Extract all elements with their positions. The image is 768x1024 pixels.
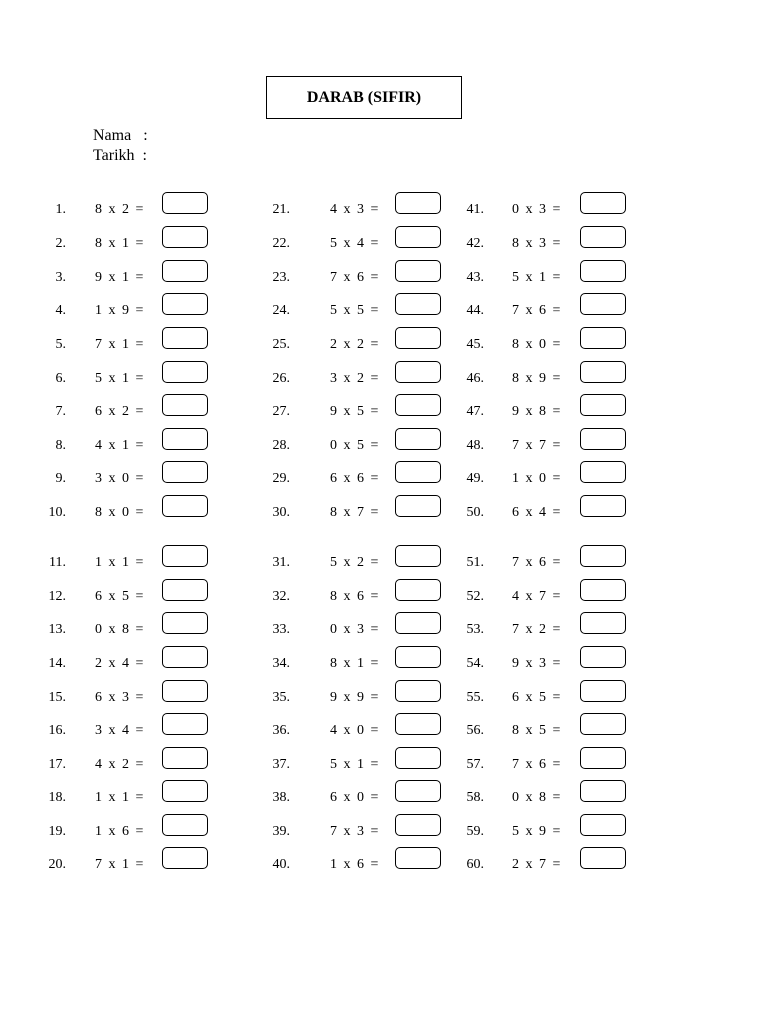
- multiplication-question: 6 x 2 =: [95, 404, 144, 419]
- question-number: 57.: [466, 757, 484, 772]
- multiplication-question: 0 x 8 =: [95, 622, 144, 637]
- multiplication-question: 9 x 3 =: [512, 656, 561, 671]
- multiplication-question: 5 x 4 =: [330, 236, 379, 251]
- question-number: 11.: [49, 555, 66, 570]
- question-number: 47.: [466, 404, 484, 419]
- multiplication-question: 6 x 5 =: [512, 690, 561, 705]
- multiplication-question: 1 x 6 =: [330, 857, 379, 872]
- question-number: 28.: [272, 438, 290, 453]
- multiplication-question: 2 x 2 =: [330, 337, 379, 352]
- answer-box[interactable]: [162, 713, 208, 735]
- multiplication-question: 6 x 5 =: [95, 589, 144, 604]
- answer-box[interactable]: [580, 192, 626, 214]
- answer-box[interactable]: [162, 327, 208, 349]
- multiplication-question: 2 x 7 =: [512, 857, 561, 872]
- multiplication-question: 6 x 4 =: [512, 505, 561, 520]
- answer-box[interactable]: [162, 646, 208, 668]
- answer-box[interactable]: [580, 394, 626, 416]
- answer-box[interactable]: [162, 780, 208, 802]
- multiplication-question: 0 x 3 =: [330, 622, 379, 637]
- question-number: 25.: [272, 337, 290, 352]
- question-number: 41.: [466, 202, 484, 217]
- question-number: 26.: [272, 371, 290, 386]
- multiplication-question: 7 x 1 =: [95, 337, 144, 352]
- multiplication-question: 3 x 0 =: [95, 471, 144, 486]
- answer-box[interactable]: [162, 226, 208, 248]
- answer-box[interactable]: [162, 461, 208, 483]
- answer-box[interactable]: [580, 646, 626, 668]
- multiplication-question: 1 x 9 =: [95, 303, 144, 318]
- multiplication-question: 9 x 5 =: [330, 404, 379, 419]
- multiplication-question: 7 x 6 =: [512, 303, 561, 318]
- question-number: 9.: [55, 471, 66, 486]
- multiplication-question: 0 x 8 =: [512, 790, 561, 805]
- multiplication-question: 6 x 3 =: [95, 690, 144, 705]
- question-number: 1.: [55, 202, 66, 217]
- multiplication-question: 7 x 3 =: [330, 824, 379, 839]
- answer-box[interactable]: [162, 428, 208, 450]
- multiplication-question: 7 x 7 =: [512, 438, 561, 453]
- answer-box[interactable]: [580, 747, 626, 769]
- question-number: 13.: [48, 622, 66, 637]
- question-number: 54.: [466, 656, 484, 671]
- question-number: 56.: [466, 723, 484, 738]
- multiplication-question: 4 x 1 =: [95, 438, 144, 453]
- answer-box[interactable]: [162, 293, 208, 315]
- multiplication-question: 1 x 1 =: [95, 555, 144, 570]
- multiplication-question: 6 x 0 =: [330, 790, 379, 805]
- multiplication-question: 5 x 1 =: [95, 371, 144, 386]
- multiplication-question: 5 x 9 =: [512, 824, 561, 839]
- multiplication-question: 6 x 6 =: [330, 471, 379, 486]
- question-number: 44.: [466, 303, 484, 318]
- question-number: 6.: [55, 371, 66, 386]
- answer-box[interactable]: [580, 713, 626, 735]
- answer-box[interactable]: [162, 680, 208, 702]
- multiplication-question: 5 x 2 =: [330, 555, 379, 570]
- question-number: 40.: [272, 857, 290, 872]
- multiplication-question: 8 x 2 =: [95, 202, 144, 217]
- name-label: Nama :: [93, 127, 148, 144]
- multiplication-question: 7 x 6 =: [512, 757, 561, 772]
- question-number: 46.: [466, 371, 484, 386]
- question-number: 24.: [272, 303, 290, 318]
- multiplication-question: 7 x 6 =: [330, 270, 379, 285]
- multiplication-question: 8 x 3 =: [512, 236, 561, 251]
- answer-box[interactable]: [580, 847, 626, 869]
- question-number: 12.: [48, 589, 66, 604]
- multiplication-question: 8 x 1 =: [95, 236, 144, 251]
- question-number: 7.: [55, 404, 66, 419]
- question-number: 16.: [48, 723, 66, 738]
- multiplication-question: 4 x 3 =: [330, 202, 379, 217]
- answer-box[interactable]: [162, 612, 208, 634]
- multiplication-question: 7 x 6 =: [512, 555, 561, 570]
- multiplication-question: 7 x 1 =: [95, 857, 144, 872]
- answer-box[interactable]: [162, 394, 208, 416]
- multiplication-question: 5 x 5 =: [330, 303, 379, 318]
- question-number: 45.: [466, 337, 484, 352]
- question-number: 58.: [466, 790, 484, 805]
- date-label: Tarikh :: [93, 147, 147, 164]
- multiplication-question: 1 x 6 =: [95, 824, 144, 839]
- answer-box[interactable]: [162, 260, 208, 282]
- question-number: 27.: [272, 404, 290, 419]
- multiplication-question: 0 x 3 =: [512, 202, 561, 217]
- multiplication-question: 2 x 4 =: [95, 656, 144, 671]
- multiplication-question: 8 x 9 =: [512, 371, 561, 386]
- question-number: 10.: [48, 505, 66, 520]
- question-number: 19.: [48, 824, 66, 839]
- question-number: 39.: [272, 824, 290, 839]
- question-number: 8.: [55, 438, 66, 453]
- question-number: 48.: [466, 438, 484, 453]
- multiplication-question: 8 x 1 =: [330, 656, 379, 671]
- question-number: 36.: [272, 723, 290, 738]
- multiplication-question: 9 x 9 =: [330, 690, 379, 705]
- question-number: 32.: [272, 589, 290, 604]
- question-number: 38.: [272, 790, 290, 805]
- question-number: 20.: [48, 857, 66, 872]
- question-number: 49.: [466, 471, 484, 486]
- answer-box[interactable]: [162, 814, 208, 836]
- answer-box[interactable]: [580, 327, 626, 349]
- question-number: 59.: [466, 824, 484, 839]
- answer-box[interactable]: [580, 428, 626, 450]
- question-number: 17.: [48, 757, 66, 772]
- question-number: 34.: [272, 656, 290, 671]
- question-number: 33.: [272, 622, 290, 637]
- answer-box[interactable]: [162, 747, 208, 769]
- multiplication-question: 5 x 1 =: [330, 757, 379, 772]
- multiplication-question: 3 x 2 =: [330, 371, 379, 386]
- answer-box[interactable]: [162, 847, 208, 869]
- answer-box[interactable]: [162, 579, 208, 601]
- question-number: 15.: [48, 690, 66, 705]
- multiplication-question: 9 x 8 =: [512, 404, 561, 419]
- question-number: 55.: [466, 690, 484, 705]
- answer-box[interactable]: [162, 361, 208, 383]
- question-number: 5.: [55, 337, 66, 352]
- question-number: 31.: [272, 555, 290, 570]
- multiplication-question: 0 x 5 =: [330, 438, 379, 453]
- question-number: 60.: [466, 857, 484, 872]
- multiplication-question: 4 x 7 =: [512, 589, 561, 604]
- answer-box[interactable]: [580, 814, 626, 836]
- multiplication-question: 8 x 5 =: [512, 723, 561, 738]
- answer-box[interactable]: [580, 461, 626, 483]
- multiplication-question: 8 x 7 =: [330, 505, 379, 520]
- question-number: 4.: [55, 303, 66, 318]
- answer-box[interactable]: [580, 495, 626, 517]
- question-number: 14.: [48, 656, 66, 671]
- question-number: 43.: [466, 270, 484, 285]
- answer-box[interactable]: [580, 226, 626, 248]
- worksheet-title: DARAB (SIFIR): [266, 76, 462, 119]
- multiplication-question: 7 x 2 =: [512, 622, 561, 637]
- question-number: 2.: [55, 236, 66, 251]
- multiplication-question: 4 x 0 =: [330, 723, 379, 738]
- multiplication-question: 4 x 2 =: [95, 757, 144, 772]
- question-number: 51.: [466, 555, 484, 570]
- answer-box[interactable]: [580, 260, 626, 282]
- multiplication-question: 8 x 0 =: [95, 505, 144, 520]
- multiplication-question: 3 x 4 =: [95, 723, 144, 738]
- answer-box[interactable]: [580, 579, 626, 601]
- multiplication-question: 1 x 1 =: [95, 790, 144, 805]
- question-number: 23.: [272, 270, 290, 285]
- question-number: 29.: [272, 471, 290, 486]
- answer-box[interactable]: [580, 680, 626, 702]
- question-number: 22.: [272, 236, 290, 251]
- multiplication-question: 1 x 0 =: [512, 471, 561, 486]
- answer-box[interactable]: [162, 192, 208, 214]
- question-number: 18.: [48, 790, 66, 805]
- multiplication-question: 8 x 6 =: [330, 589, 379, 604]
- multiplication-question: 5 x 1 =: [512, 270, 561, 285]
- question-number: 50.: [466, 505, 484, 520]
- answer-box[interactable]: [580, 545, 626, 567]
- question-number: 53.: [466, 622, 484, 637]
- question-number: 42.: [466, 236, 484, 251]
- multiplication-question: 9 x 1 =: [95, 270, 144, 285]
- answer-box[interactable]: [580, 293, 626, 315]
- question-number: 21.: [272, 202, 290, 217]
- question-number: 35.: [272, 690, 290, 705]
- answer-box[interactable]: [162, 495, 208, 517]
- answer-box[interactable]: [162, 545, 208, 567]
- question-number: 52.: [466, 589, 484, 604]
- answer-box[interactable]: [580, 361, 626, 383]
- question-number: 37.: [272, 757, 290, 772]
- answer-box[interactable]: [580, 780, 626, 802]
- multiplication-question: 8 x 0 =: [512, 337, 561, 352]
- answer-box[interactable]: [580, 612, 626, 634]
- question-number: 3.: [55, 270, 66, 285]
- question-number: 30.: [272, 505, 290, 520]
